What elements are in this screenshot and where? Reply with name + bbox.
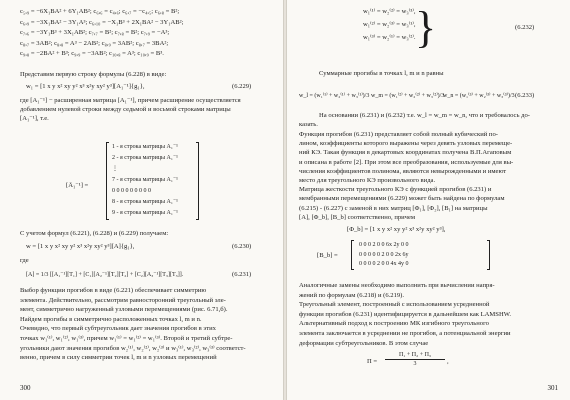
text-line: c₇,₆ = −3Y₁B³ + 3X₁AB²; c₇,₇ = B²; c₇,₈ = B²; c₇,₉ = −A³;: [20, 29, 170, 36]
text-line: (6.215) - (6.227) с заменой в них матриц [Φ₁], [Φ₂], [B₁] на матрицы: [299, 204, 488, 212]
accounting-line: С учетом формул (6.221), (6.228) и (6.229) получаем:: [20, 230, 169, 237]
pi-numerator: Π₁ + Π₂ + Π₃: [398, 352, 432, 358]
text-line: Матрица жесткости треугольного КЭ с функцией прогибов (6.231) и: [299, 186, 492, 194]
system-brace: }: [415, 3, 437, 52]
eq233-term: w_n = (w₁⁽³⁾ + w₂⁽³⁾ + w₃⁽³⁾)/3: [443, 93, 515, 99]
equation-6-231: [A] = 1/3 [[A₁⁻¹][T₁] + [C₁][A₂⁻¹][T₂][T₂] + [C₂][A₃⁻¹][T₃][T₃]].: [26, 272, 184, 278]
equation-number-6-232: (6.232): [515, 24, 535, 31]
text-line: где [A₁⁻¹] − расширенная матрица [A₁⁻¹], причем расширение осуществляется: [20, 97, 241, 104]
matrix-left-bracket: [106, 142, 109, 220]
text-line: c₆,₉ = −3X₁BA² − 3Y₁A³; c₆,₁₀ = −X₁B³ + 2X₁BA² − 3Y₁AB²;: [20, 18, 184, 26]
text-line: Аналогичные замены необходимо выполнить при вычислении напря-: [299, 282, 495, 289]
page-number-right: 301: [547, 384, 558, 392]
text-line: w₁⁽²⁾ = w₂⁽³⁾ = w₃⁽¹⁾,: [363, 21, 416, 28]
text-line: 0 0 0 0 2 0 0 4x 4y 0: [359, 261, 409, 267]
pi-fraction: [385, 352, 445, 367]
text-line: c₅,₉ = −6X₁BA² + 6Y₁AB²; c₆,₆ = c₄,₆; c₆,₇ = −c₄,₅; c₆,₈ = B²;: [20, 8, 180, 15]
text-line: лином, коэффициенты которого выражены через девять узловых перемеще-: [299, 140, 513, 148]
text-line: w₁⁽¹⁾ = w₂⁽²⁾ = w₃⁽³⁾,: [363, 8, 416, 15]
text-line: 2 - я строка матрицы A₁⁻¹: [112, 155, 178, 161]
eq233-term: w_m = (w₁⁽²⁾ + w₂⁽²⁾ + w₃⁽²⁾)/3: [371, 93, 445, 99]
equation-number-6-230: (6.230): [232, 243, 252, 250]
where-word: где: [20, 257, 29, 264]
text-line: Альтернативный подход к построению МК изгибного треугольного: [299, 320, 489, 328]
intro-line: Представим первую строку формулы (6.228) в виде:: [20, 71, 167, 78]
text-line: добавлением нулевой строки между седьмой и восьмой строками матрицы: [20, 106, 231, 114]
text-line: 0 0 0 0 0 0 0 0 0: [112, 188, 151, 194]
text-line: 8 - я строка матрицы A₁⁻¹: [112, 199, 178, 205]
text-line: [A], [Φ_b], [B_b] соответственно, причем: [299, 213, 416, 221]
text-line: ⋮: [112, 166, 118, 172]
sum-line: Суммарные прогибы в точках l, m и n равны: [319, 70, 444, 77]
text-line: 0 0 0 0 0 2 0 0 2x 6y: [359, 251, 409, 258]
prove-word: казать.: [299, 121, 318, 128]
text-line: [A₁⁻¹], т.е.: [20, 115, 49, 123]
text-line: Треугольный элемент, построенный с использованием усредненной: [299, 301, 490, 309]
text-line: и описана в работе [2]. При этом все преобразования, используемые для вы-: [299, 158, 514, 166]
text-line: 7 - я строка матрицы A₁⁻¹: [112, 177, 178, 183]
equation-number-6-233: (6.233): [515, 92, 535, 99]
text-line: угольники дают значения прогибов w₂⁽¹⁾, w₂⁽²⁾, w₂⁽³⁾ и w₃⁽¹⁾, w₃⁽²⁾, w₃⁽³⁾ соответст-: [20, 344, 246, 352]
pi-tail: ,: [447, 358, 449, 365]
text-line: место для треугольного КЭ произвольного вида.: [299, 177, 436, 184]
left-page: [0, 0, 283, 400]
page-number-left: 300: [20, 384, 31, 392]
phi-b-equation: [Φ_b] = [1 x y x² xy y² x³ x²y xy² y³],: [347, 226, 446, 233]
eq233-term: w_l = (w₁⁽¹⁾ + w₂⁽¹⁾ + w₃⁽¹⁾)/3: [299, 93, 370, 99]
text-line: Очевидно, что первый субтреугольник дает значения прогибов в этих: [20, 325, 216, 333]
pi-denominator: 3: [413, 361, 417, 367]
pi-lhs: Π =: [367, 358, 378, 365]
text-line: мент, симметрично нагруженный узловыми перемещениями (рис. 6.71,б).: [20, 306, 228, 314]
equation-number-6-231: (6.231): [232, 271, 252, 278]
text-line: c₉,₈ = −2BA² + B³; c₉,₉ = −3AB²; c₁₀,₈ = A³; c₁₀,₉ = B³.: [20, 50, 164, 57]
bb-matrix-label: [B_b] =: [317, 252, 338, 259]
matrix-right-bracket: [196, 142, 199, 220]
text-line: жений по формулам (6.218) и (6.219).: [299, 291, 405, 299]
text-line: элемента. Действительно, рассмотрим равносторонний треугольный эле-: [20, 296, 226, 304]
equation-6-230: w = [1 x y x² xy y² x³ x²y xy² y³][A]{g₁},: [26, 243, 135, 250]
bb-left-bracket: [351, 240, 354, 270]
text-line: числения коэффициентов полинома, являются невырожденными и имеют: [299, 167, 507, 175]
text-line: элемента заключается в усреднении не прогибов, а потенциальной энергии: [299, 330, 511, 337]
bb-right-bracket: [487, 240, 490, 270]
equation-6-229: w₁ = [1 x y x² xy y² x³ x²y xy² y³][A₁⁻¹]{g₁},: [26, 83, 145, 90]
equation-number-6-229: (6.229): [232, 83, 252, 90]
matrix-label: [Ā₁⁻¹] =: [66, 182, 89, 189]
basis-line: [319, 112, 530, 120]
text-line: ний КЭ. Такая функция в декартовых координатах получена В.П.Агаповым: [299, 149, 512, 157]
basis-text: На основании (6.231) и (6.232): [319, 112, 406, 119]
text-line: 0 0 0 2 0 0 6x 2y 0 0: [359, 242, 409, 248]
text-line: точках w₁⁽¹⁾, w₁⁽²⁾, w₁⁽³⁾, причем w₁⁽¹⁾ = w₁⁽²⁾ = w₁⁽³⁾. Второй и третий субтре-: [20, 335, 233, 342]
text-line: Найдем прогибы в симметрично расположенных точках l, m и n.: [20, 315, 202, 323]
text-line: 9 - я строка матрицы A₁⁻¹: [112, 210, 178, 216]
basis-tail: т.е. w_l = w_m = w_n, что и требовалось до-: [406, 112, 530, 119]
text-line: c₈,₇ = 3AB²; c₈,₈ = A³ − 2AB²; c₈,₉ = 3AB²; c₈,₇ = 3BA²;: [20, 39, 169, 47]
text-line: венно, причем в силу симметрии точек l, m и n узловых перемещений: [20, 354, 217, 362]
text-line: Выбор функции прогибов в виде (6.221) обеспечивает симметрию: [20, 287, 207, 294]
text-line: деформации субтреугольников. В этом случае: [299, 339, 429, 347]
right-page: [287, 0, 570, 400]
text-line: w₁⁽³⁾ = w₂⁽¹⁾ = w₃⁽²⁾.: [363, 34, 416, 41]
pi-fraction-bar: [385, 359, 445, 360]
text-line: 1 - я строка матрицы A₁⁻¹: [112, 144, 178, 150]
text-line: функции прогибов (6.231) идентифицируется в дальнейшем как LAMSHW.: [299, 310, 511, 318]
text-line: Функция прогибов (6.231) представляет собой полный кубический по-: [299, 131, 498, 138]
text-line: мембранными перемещениями (6.229) может быть найдена по формулам: [299, 195, 505, 203]
